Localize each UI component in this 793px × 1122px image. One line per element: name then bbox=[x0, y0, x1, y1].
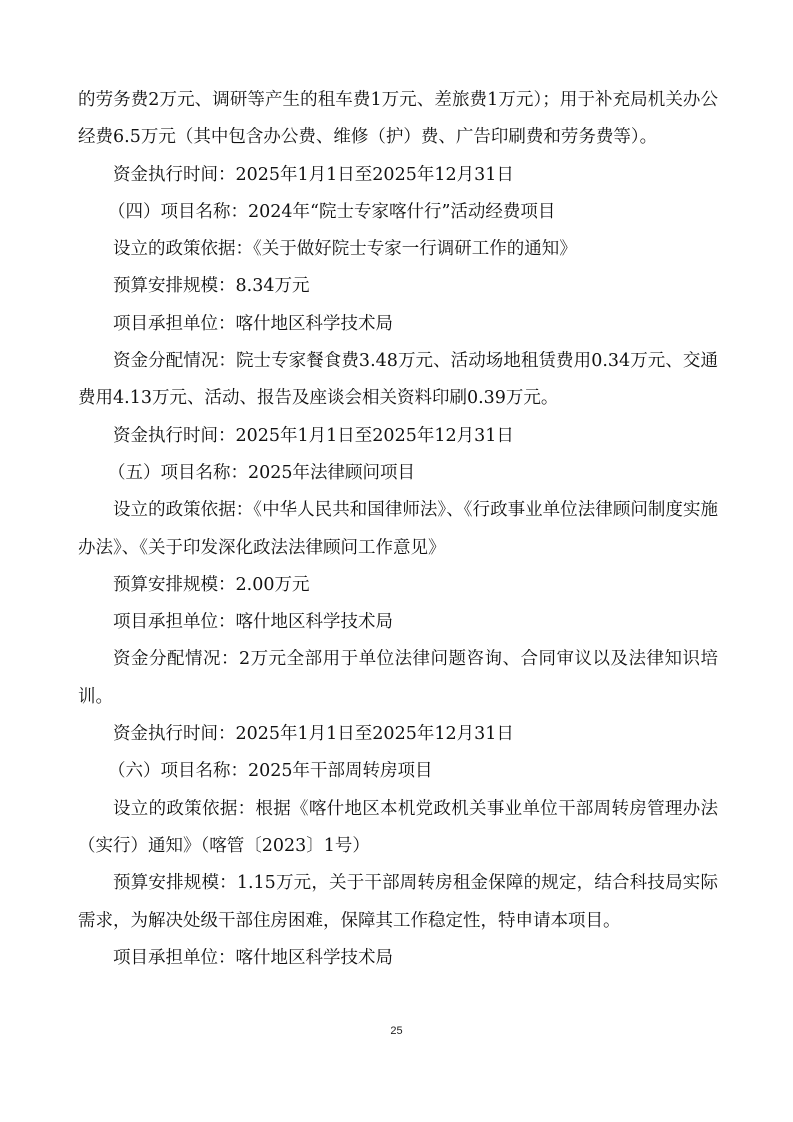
item6-title: （六）项目名称：2025年干部周转房项目 bbox=[108, 761, 433, 782]
continued-paragraph: 的劳务费2万元、调研等产生的租车费1万元、差旅费1万元）；用于补充局机关办公经费6.5万元（其中包含办公费、维修（护）费、广告印刷费和劳务费等）。 bbox=[78, 90, 718, 148]
item5-allocation: 资金分配情况：2万元全部用于单位法律问题咨询、合同审议以及法律知识培训。 bbox=[78, 649, 718, 707]
item6-policy-basis: 设立的政策依据：根据《喀什地区本机党政机关事业单位干部周转房管理办法（实行）通知》（喀管〔2023〕1号） bbox=[78, 798, 718, 856]
item4-execution-time: 资金执行时间：2025年1月1日至2025年12月31日 bbox=[113, 425, 514, 446]
item4-policy-basis: 设立的政策依据：《关于做好院士专家一行调研工作的通知》 bbox=[113, 239, 577, 260]
item4-budget: 预算安排规模：8.34万元 bbox=[113, 276, 310, 297]
document-body bbox=[78, 82, 718, 977]
item4-allocation: 资金分配情况：院士专家餐食费3.48万元、活动场地租赁费用0.34万元、交通费用4.13万元、活动、报告及座谈会相关资料印刷0.39万元。 bbox=[78, 351, 718, 409]
item3-execution-time: 资金执行时间：2025年1月1日至2025年12月31日 bbox=[113, 164, 514, 185]
page-number: 25 bbox=[390, 1025, 403, 1037]
item6-budget: 预算安排规模：1.15万元，关于干部周转房租金保障的规定，结合科技局实际需求，为解决处级干部住房困难，保障其工作稳定性，特申请本项目。 bbox=[78, 873, 718, 931]
item5-policy-basis: 设立的政策依据：《中华人民共和国律师法》、《行政事业单位法律顾问制度实施办法》、《关于印发深化政法法律顾问工作意见》 bbox=[78, 500, 718, 558]
item5-unit: 项目承担单位：喀什地区科学技术局 bbox=[113, 612, 393, 633]
item4-title: （四）项目名称：2024年“院士专家喀什行”活动经费项目 bbox=[108, 201, 556, 222]
item5-execution-time: 资金执行时间：2025年1月1日至2025年12月31日 bbox=[113, 724, 514, 745]
item6-unit: 项目承担单位：喀什地区科学技术局 bbox=[113, 947, 393, 968]
item5-title: （五）项目名称：2025年法律顾问项目 bbox=[108, 462, 416, 483]
item4-unit: 项目承担单位：喀什地区科学技术局 bbox=[113, 313, 393, 334]
item5-budget: 预算安排规模：2.00万元 bbox=[113, 574, 310, 595]
